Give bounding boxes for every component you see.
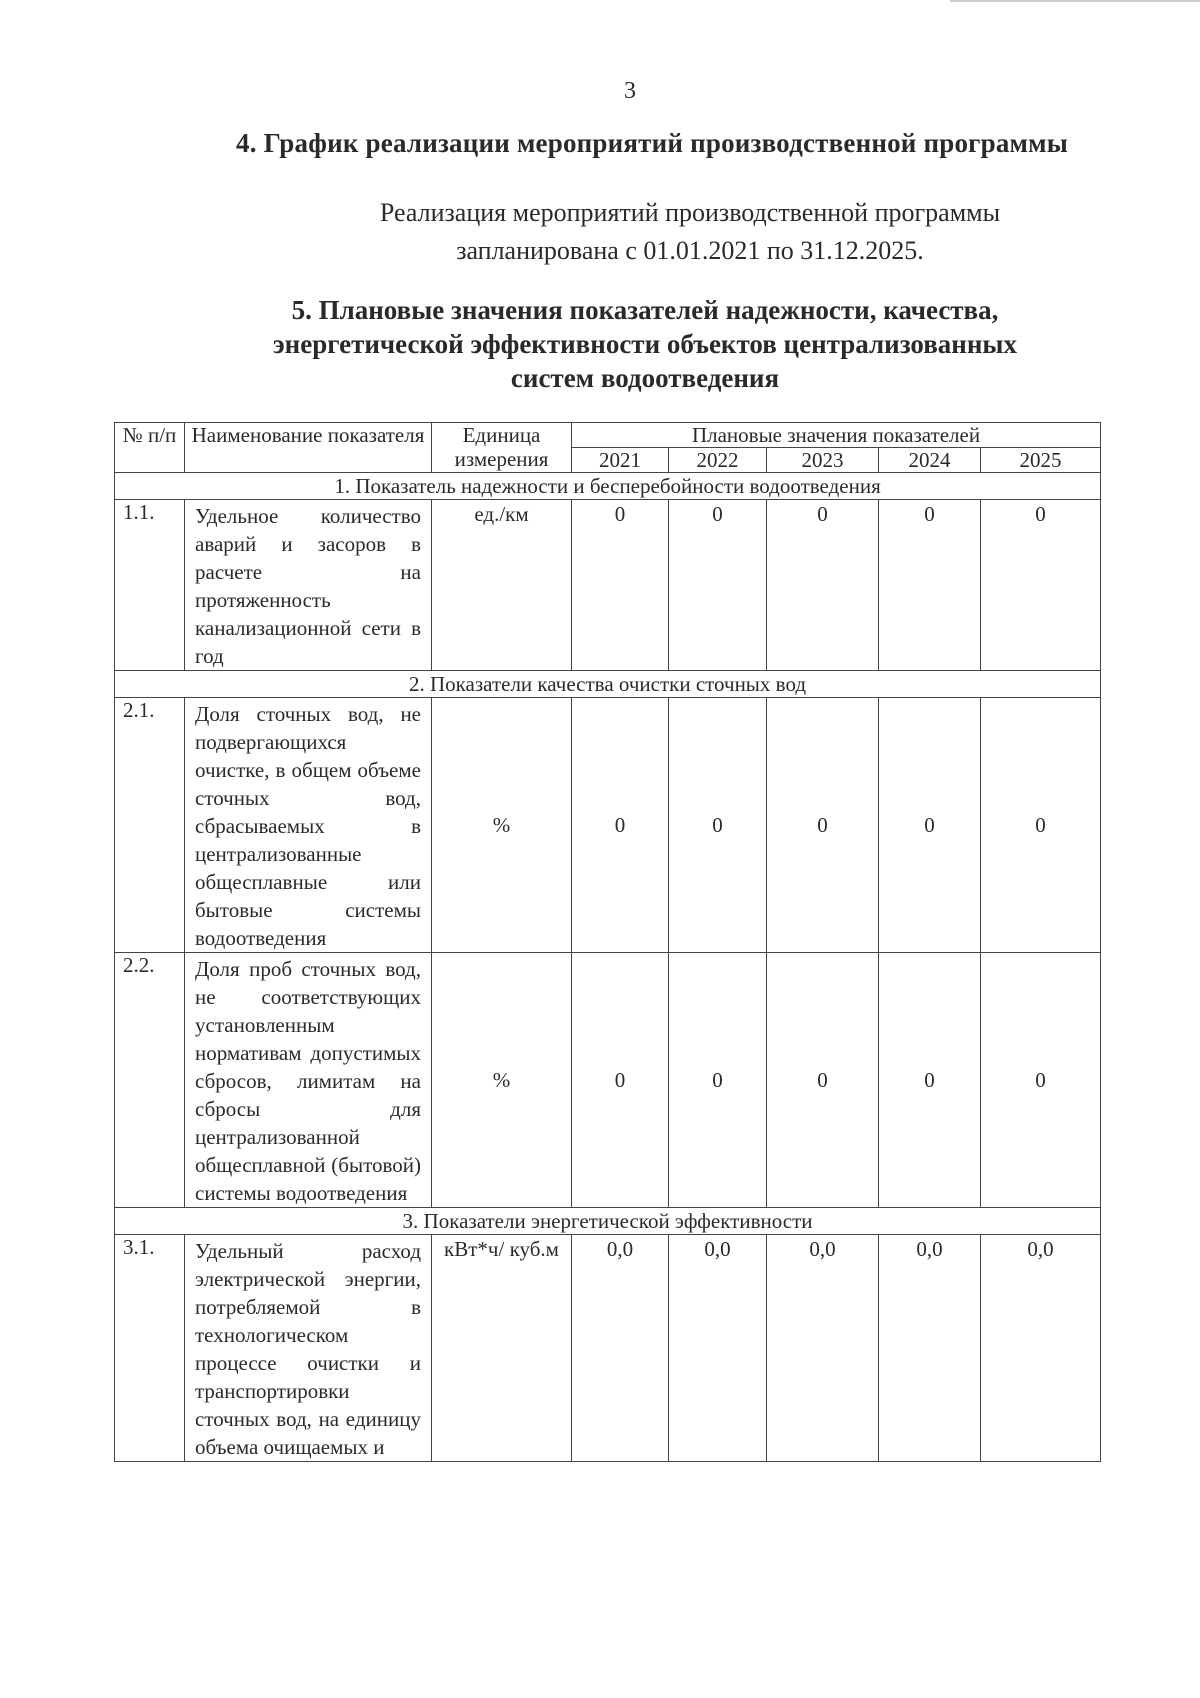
section-title: 2. Показатели качества очистки сточных вод bbox=[115, 671, 1101, 698]
row-unit: % bbox=[432, 953, 572, 1208]
section-title: 1. Показатель надежности и бесперебойности водоотведения bbox=[115, 473, 1101, 500]
table-row bbox=[115, 698, 1101, 953]
row-value: 0,0 bbox=[981, 1235, 1101, 1462]
row-value: 0,0 bbox=[572, 1235, 669, 1462]
scan-edge-line bbox=[950, 0, 1200, 2]
row-unit: кВт*ч/ куб.м bbox=[432, 1235, 572, 1462]
header-year: 2025 bbox=[981, 448, 1101, 473]
row-name: Доля сточных вод, не подвергающихся очистке, в общем объеме сточных вод, сбрасываемых в централизованные общесплавные или бытовые системы водоотведения bbox=[185, 698, 432, 953]
schedule-text-line-2: запланирована с 01.01.2021 по 31.12.2025. bbox=[456, 236, 924, 265]
row-value: 0 bbox=[879, 698, 981, 953]
table-row bbox=[115, 953, 1101, 1208]
row-value: 0 bbox=[669, 698, 767, 953]
section-row bbox=[115, 671, 1101, 698]
section-row bbox=[115, 473, 1101, 500]
row-value: 0 bbox=[981, 500, 1101, 671]
row-num: 1.1. bbox=[115, 500, 185, 671]
row-value: 0,0 bbox=[669, 1235, 767, 1462]
row-value: 0 bbox=[879, 500, 981, 671]
row-value: 0 bbox=[981, 698, 1101, 953]
row-value: 0 bbox=[572, 698, 669, 953]
header-name: Наименование показателя bbox=[185, 423, 432, 473]
row-value: 0 bbox=[669, 500, 767, 671]
section-row bbox=[115, 1208, 1101, 1235]
schedule-text bbox=[260, 194, 1120, 270]
row-value: 0 bbox=[669, 953, 767, 1208]
row-value: 0 bbox=[767, 953, 879, 1208]
row-name: Удельное количество аварий и засоров в расчете на протяженность канализационной сети в год bbox=[185, 500, 432, 671]
indicators-table bbox=[114, 422, 1101, 1462]
header-year: 2022 bbox=[669, 448, 767, 473]
header-num: № п/п bbox=[115, 423, 185, 473]
section-title: 3. Показатели энергетической эффективности bbox=[115, 1208, 1101, 1235]
row-unit: ед./км bbox=[432, 500, 572, 671]
header-year: 2024 bbox=[879, 448, 981, 473]
section-5-title-line-3: систем водоотведения bbox=[510, 363, 780, 393]
row-num: 2.2. bbox=[115, 953, 185, 1208]
row-name: Удельный расход электрической энергии, потребляемой в технологическом процессе очистки и транспортировки сточных вод, на единицу объема очищаемых и bbox=[185, 1235, 432, 1462]
row-value: 0 bbox=[879, 953, 981, 1208]
table-row bbox=[115, 1235, 1101, 1462]
header-year: 2021 bbox=[572, 448, 669, 473]
header-year: 2023 bbox=[767, 448, 879, 473]
header-plan: Плановые значения показателей bbox=[572, 423, 1101, 448]
row-value: 0 bbox=[572, 953, 669, 1208]
row-unit: % bbox=[432, 698, 572, 953]
row-value: 0,0 bbox=[767, 1235, 879, 1462]
row-num: 2.1. bbox=[115, 698, 185, 953]
row-value: 0,0 bbox=[879, 1235, 981, 1462]
row-value: 0 bbox=[981, 953, 1101, 1208]
row-value: 0 bbox=[767, 698, 879, 953]
table-header-row bbox=[115, 423, 1101, 448]
page-number: 3 bbox=[624, 78, 636, 104]
section-5-title-line-1: 5. Плановые значения показателей надежности, качества, bbox=[291, 295, 999, 325]
section-5-title-line-2: энергетической эффективности объектов централизованных bbox=[272, 329, 1017, 359]
row-num: 3.1. bbox=[115, 1235, 185, 1462]
section-5-title bbox=[230, 293, 1060, 395]
section-4-title: 4. График реализации мероприятий производственной программы bbox=[236, 128, 1069, 158]
header-unit: Единица измерения bbox=[432, 423, 572, 473]
schedule-text-line-1: Реализация мероприятий производственной программы bbox=[379, 198, 1001, 227]
row-value: 0 bbox=[572, 500, 669, 671]
row-value: 0 bbox=[767, 500, 879, 671]
table-row bbox=[115, 500, 1101, 671]
row-name: Доля проб сточных вод, не соответствующих установленным нормативам допустимых сбросов, лимитам на сбросы для централизованной общесплавной (бытовой) системы водоотведения bbox=[185, 953, 432, 1208]
